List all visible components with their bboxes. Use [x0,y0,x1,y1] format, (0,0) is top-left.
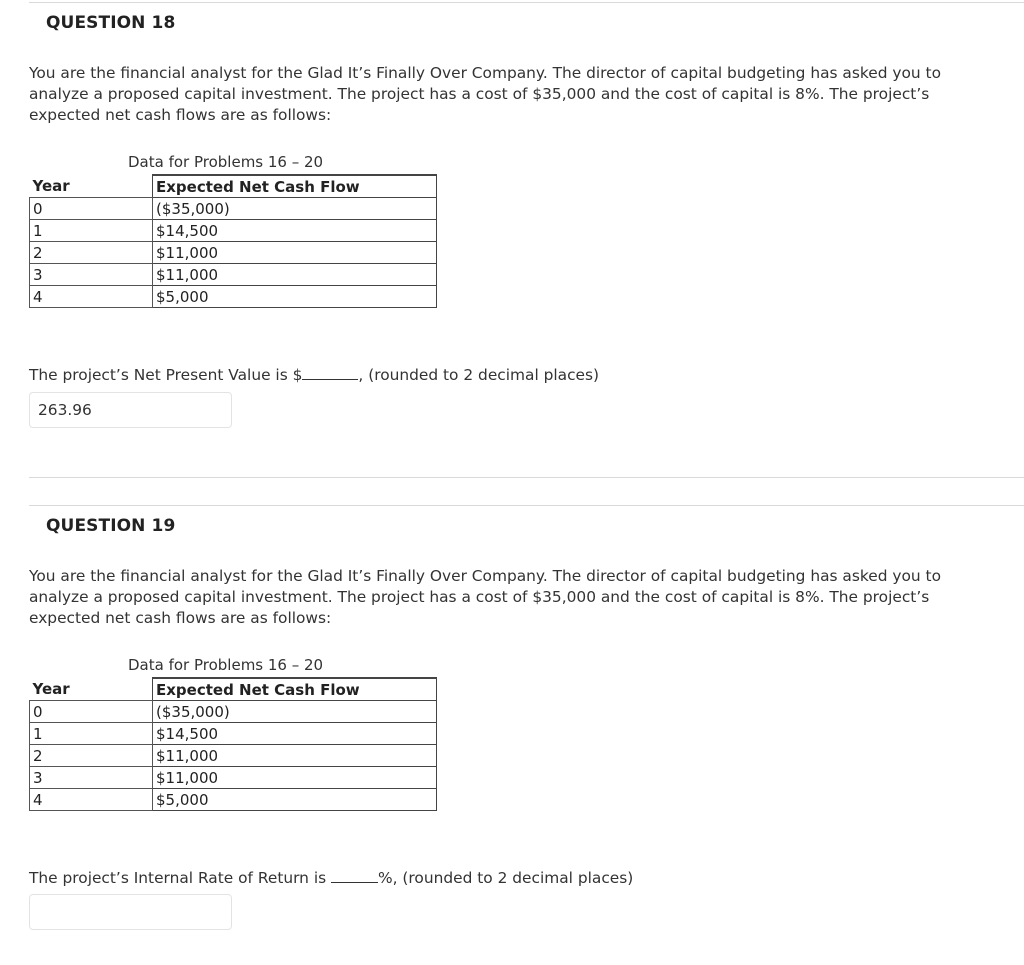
year-header: Year [30,175,153,198]
cash-flow-header: Expected Net Cash Flow [153,175,437,198]
answer-suffix: , (rounded to 2 decimal places) [358,366,600,384]
table-row [30,767,437,789]
table-row [30,198,437,220]
cash-flow-cell: ($35,000) [153,701,437,723]
cash-flow-cell: $11,000 [153,242,437,264]
year-cell: 2 [30,745,153,767]
divider [29,477,1024,478]
cash-flow-cell: $11,000 [153,745,437,767]
table-header-row [30,678,437,701]
cash-flow-cell: $11,000 [153,264,437,286]
year-cell: 0 [30,701,153,723]
answer-prefix: The project’s Internal Rate of Return is [29,869,332,887]
answer-prefix: The project’s Net Present Value is $ [29,366,303,384]
table-row [30,723,437,745]
question-19-answer-label [29,869,633,887]
question-19-table-caption: Data for Problems 16 – 20 [128,656,324,674]
table-row [30,242,437,264]
year-cell: 4 [30,286,153,308]
npv-answer-input[interactable]: 263.96 [29,392,232,428]
question-18-title: QUESTION 18 [46,13,176,33]
cash-flow-header: Expected Net Cash Flow [153,678,437,701]
table-row [30,220,437,242]
year-cell: 2 [30,242,153,264]
year-header: Year [30,678,153,701]
cash-flow-cell: $5,000 [153,286,437,308]
answer-blank [302,379,358,380]
question-18-answer-label [29,366,599,384]
table-row [30,286,437,308]
irr-answer-input[interactable] [29,894,232,930]
year-cell: 1 [30,723,153,745]
table-row [30,264,437,286]
divider [29,505,1024,506]
question-18-cash-flow-table [29,174,437,308]
year-cell: 0 [30,198,153,220]
cash-flow-cell: $5,000 [153,789,437,811]
year-cell: 3 [30,767,153,789]
answer-suffix: %, (rounded to 2 decimal places) [378,869,634,887]
cash-flow-cell: $14,500 [153,220,437,242]
question-19-cash-flow-table [29,677,437,811]
table-row [30,701,437,723]
divider [29,2,1024,3]
year-cell: 3 [30,264,153,286]
answer-blank [331,882,378,883]
cash-flow-cell: ($35,000) [153,198,437,220]
question-19-title: QUESTION 19 [46,516,176,536]
table-row [30,745,437,767]
question-18-prompt: You are the financial analyst for the Glad It’s Finally Over Company. The director of capital budgeting has asked you to analyze a proposed capital investment. The project has a cost of $35,000 and the cost of capital is 8%. The project’s expected net cash flows are as follows: [29,64,941,124]
cash-flow-cell: $14,500 [153,723,437,745]
cash-flow-cell: $11,000 [153,767,437,789]
question-19-prompt: You are the financial analyst for the Glad It’s Finally Over Company. The director of capital budgeting has asked you to analyze a proposed capital investment. The project has a cost of $35,000 and the cost of capital is 8%. The project’s expected net cash flows are as follows: [29,567,941,627]
table-row [30,789,437,811]
year-cell: 4 [30,789,153,811]
year-cell: 1 [30,220,153,242]
question-18-table-caption: Data for Problems 16 – 20 [128,153,324,171]
table-header-row [30,175,437,198]
